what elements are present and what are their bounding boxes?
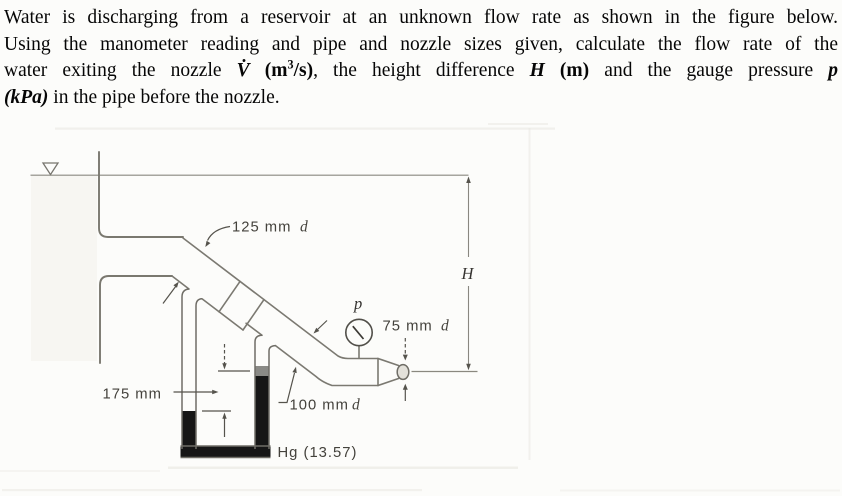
H-lower-arrowhead	[466, 364, 471, 371]
dia-125-arrow-line	[163, 286, 176, 304]
flow-rate-symbol: V̇	[236, 60, 250, 81]
nozzle-cone-bottom	[378, 379, 399, 386]
height-symbol: H	[529, 60, 545, 81]
label-125-leader	[208, 227, 231, 241]
nozzle-cone-top	[378, 359, 399, 366]
reservoir-wall-lower	[100, 276, 172, 363]
pressure-symbol: p	[828, 60, 839, 81]
reservoir-wall-upper	[99, 152, 183, 237]
label-downstream-diameter-symbol: d	[352, 396, 360, 414]
reducer-line-1	[219, 281, 240, 311]
label-pipe-diameter: 125 mm	[232, 219, 292, 236]
text-run: (m	[249, 60, 288, 81]
nozzle-dia-upper-arrowhead	[403, 355, 408, 361]
scan-artifacts	[0, 123, 840, 492]
text-run: in the pipe before the nozzle.	[48, 86, 280, 108]
left-level-arrowhead	[222, 413, 226, 419]
problem-line-1: Water is discharging from a reservoir at an unknown flow rate as shown in the figure below.	[4, 7, 838, 28]
scan-streak	[488, 123, 548, 125]
text-run: (m)	[544, 60, 590, 81]
label-125-arrowhead	[205, 241, 210, 247]
text-run: /s)	[293, 60, 314, 81]
manometer	[181, 289, 276, 458]
problem-line-2: Using the manometer reading and pipe and nozzle sizes given, calculate the flow rate of the	[4, 33, 838, 55]
reducer-line-2	[243, 300, 264, 330]
text-run: and the gauge pressure	[589, 60, 829, 81]
reading-arrowhead	[212, 390, 218, 394]
right-level-arrowhead	[222, 363, 226, 369]
problem-statement	[0, 0, 842, 111]
label-manometer-reading: 175 mm	[102, 386, 162, 403]
text-run: water exiting the nozzle	[4, 60, 237, 81]
scan-streak	[2, 489, 422, 491]
label-manometer-fluid: Hg (13.57)	[277, 445, 358, 461]
units-kpa: (kPa)	[4, 86, 49, 108]
label-nozzle-diameter: 75 mm	[382, 318, 433, 335]
pressure-gauge	[346, 319, 372, 358]
label-100-arrowhead	[292, 367, 296, 373]
mercury-column-left	[182, 411, 196, 449]
dia-100-arrow-line	[317, 321, 327, 331]
label-downstream-diameter: 100 mm	[289, 397, 349, 414]
label-nozzle-diameter-symbol: d	[441, 317, 449, 335]
reservoir-water	[31, 176, 97, 361]
nozzle-dia-lower-arrowhead	[403, 384, 408, 390]
water-surface-symbol	[43, 163, 58, 175]
nozzle-exit	[397, 365, 409, 380]
problem-line-4	[4, 85, 838, 112]
scan-streak	[0, 470, 160, 472]
scan-streak	[560, 490, 840, 492]
gauge-pressure-label: p	[354, 294, 363, 313]
manometer-left-tube-inner-wall	[196, 299, 202, 449]
exponent: 3	[287, 57, 294, 72]
scan-streak	[55, 128, 555, 130]
scan-streak	[529, 128, 531, 460]
problem-line-3	[4, 58, 838, 85]
H-upper-arrowhead	[466, 177, 471, 184]
manometer-right-tube-outer-wall	[269, 346, 276, 449]
text-run: , the height difference	[313, 60, 530, 81]
dia-125-arrowhead	[173, 282, 178, 288]
label-pipe-diameter-symbol: d	[300, 218, 308, 236]
label-height: H	[461, 264, 474, 283]
mercury-column-right	[255, 376, 269, 449]
pipe	[172, 238, 409, 386]
scan-streak	[168, 467, 518, 469]
